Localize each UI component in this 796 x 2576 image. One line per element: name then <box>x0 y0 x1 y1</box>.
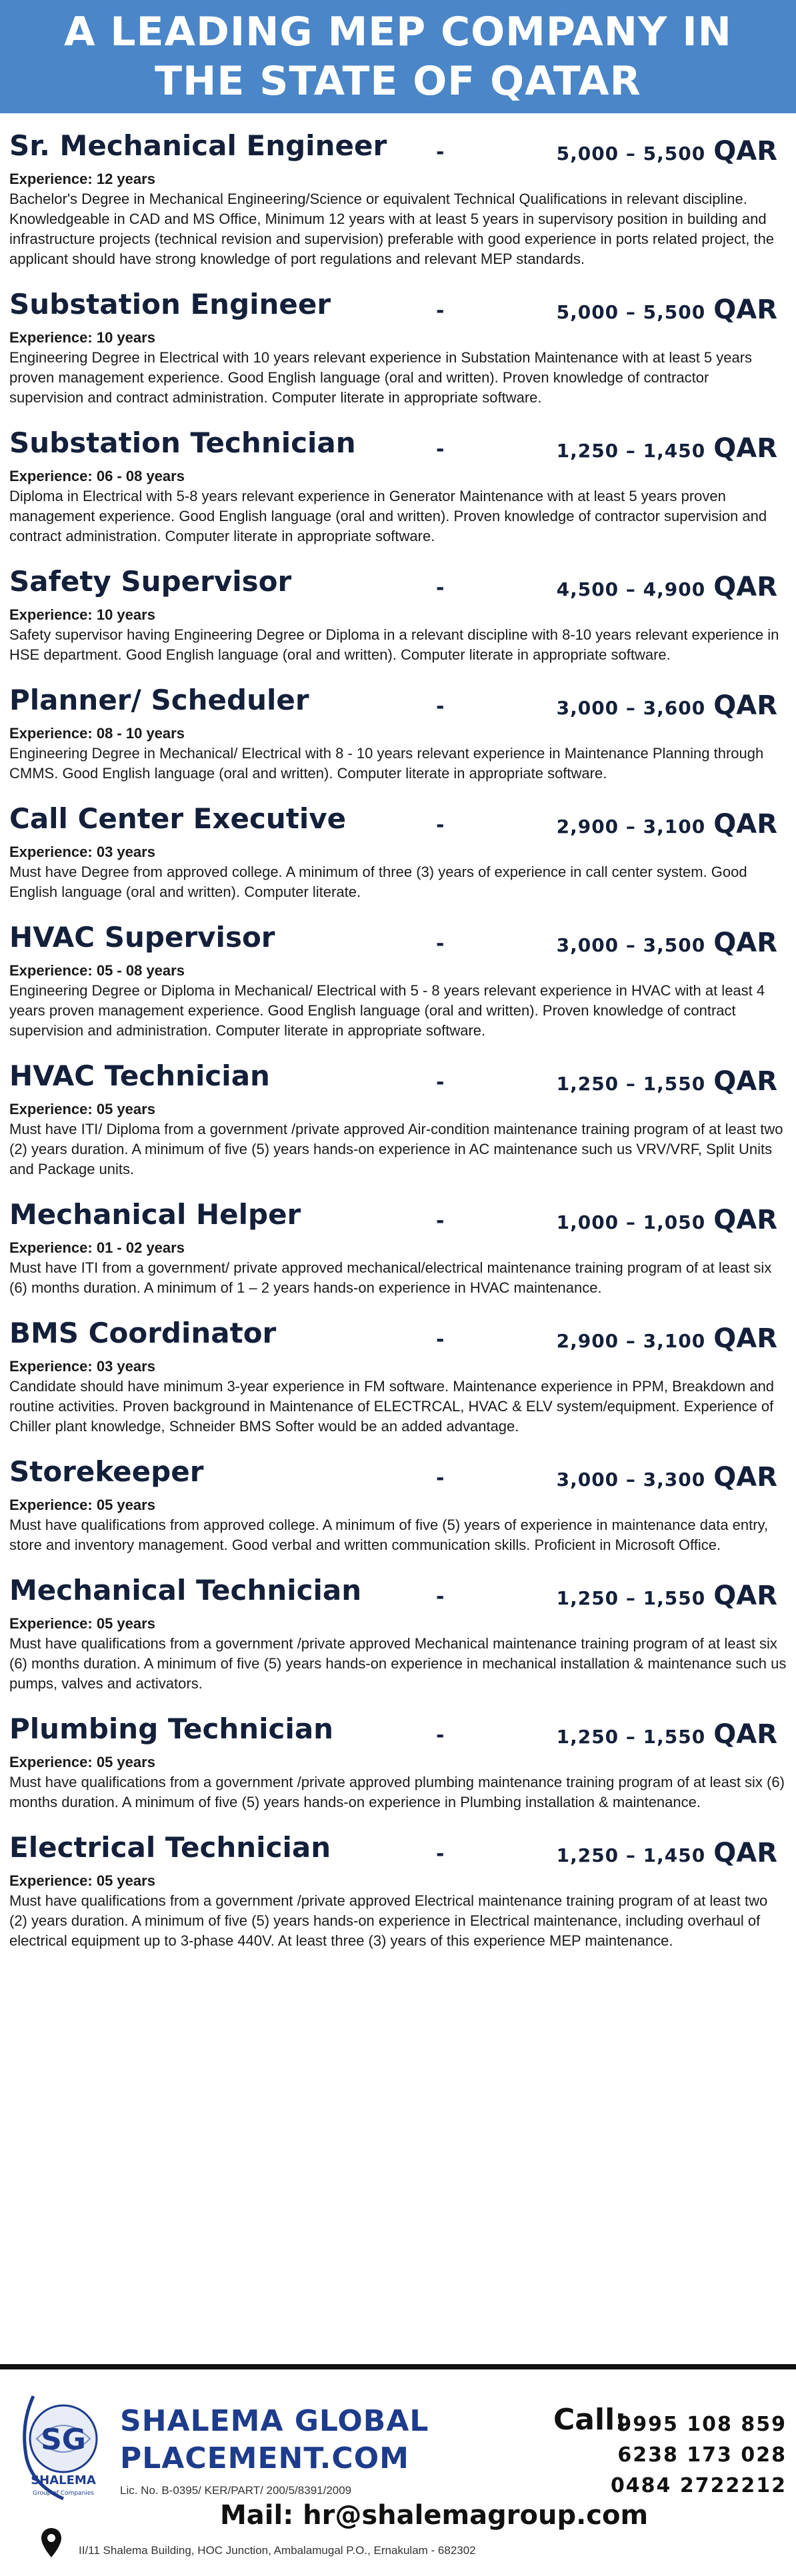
separator-dash: - <box>436 299 445 322</box>
job-description: Bachelor's Degree in Mechanical Engineering/Science or equivalent Technical Qualifications in relevant discipline. Knowledgeable in CAD and MS Office, Minimum 12 years with at least 5 years in supervisory position in building and infrastructure projects (technical revision and supervision) preferable with good experience in ports related project, the applicant should have strong knowledge of port regulations and relevant MEP standards. <box>9 191 775 267</box>
job-header <box>9 798 787 840</box>
job-description: Engineering Degree in Mechanical/ Electrical with 8 - 10 years relevant experience in Maintenance Planning through CMMS. Good English language (oral and written). Computer literate in appropriate software. <box>9 745 764 782</box>
job-listing <box>0 284 796 408</box>
logo-initials: SG <box>41 2423 86 2457</box>
job-salary <box>557 572 777 602</box>
phone-number[interactable]: 9995 108 859 <box>617 2413 787 2436</box>
job-description: Safety supervisor having Engineering Degree or Diploma in a relevant discipline with 8-10 years relevant experience in HSE department. Good English language (oral and written). Computer literate in appropriate software. <box>9 626 779 663</box>
logo-tagline: Group of Companies <box>32 2490 95 2497</box>
phone-number[interactable]: 0484 2722212 <box>610 2474 787 2497</box>
separator-dash: - <box>436 814 445 837</box>
job-header <box>9 1570 787 1611</box>
location-pin-icon <box>40 2527 63 2559</box>
job-experience: Experience: 03 years <box>9 1358 155 1375</box>
salary-range: 1,250 – 1,550 <box>556 1587 706 1609</box>
job-experience: Experience: 03 years <box>9 844 155 860</box>
job-description: Must have qualifications from a government /private approved Electrical maintenance training program of at least two (2) years duration. A minimum of five (5) years hands-on experience in Electrical maintenance, including overhaul of electrical equipment up to 3-phase 440V. At least three (3) years of this experience MEP maintenance. <box>9 1892 768 1949</box>
job-experience: Experience: 05 years <box>9 1872 155 1889</box>
job-experience: Experience: 08 - 10 years <box>9 725 185 742</box>
job-experience: Experience: 12 years <box>9 171 155 187</box>
salary-currency: QAR <box>713 1462 777 1493</box>
job-header <box>9 422 787 464</box>
mail-address[interactable]: Mail: hr@shalemagroup.com <box>220 2500 649 2531</box>
job-listing <box>0 561 796 665</box>
job-listing <box>0 422 796 546</box>
header-line-2: THE STATE OF QATAR <box>155 58 641 105</box>
job-experience: Experience: 05 years <box>9 1497 155 1513</box>
job-listing <box>0 1313 796 1437</box>
separator-dash: - <box>436 1209 445 1233</box>
job-listing <box>0 1570 796 1694</box>
job-salary <box>557 136 777 167</box>
salary-currency: QAR <box>713 136 777 167</box>
salary-range: 3,000 – 3,500 <box>556 934 706 956</box>
job-listing <box>0 1194 796 1298</box>
job-header <box>9 561 787 602</box>
salary-currency: QAR <box>713 690 777 721</box>
job-salary <box>557 1462 777 1493</box>
salary-range: 4,500 – 4,900 <box>556 578 706 600</box>
company-line-1: SHALEMA GLOBAL <box>120 2404 429 2438</box>
salary-range: 1,250 – 1,450 <box>556 1844 706 1866</box>
job-salary <box>557 433 777 464</box>
salary-currency: QAR <box>713 809 777 840</box>
salary-currency: QAR <box>713 1205 777 1235</box>
job-title: HVAC Technician <box>9 1059 270 1092</box>
job-salary <box>557 295 777 325</box>
job-header <box>9 1313 787 1354</box>
salary-range: 3,000 – 3,600 <box>556 697 706 719</box>
job-salary <box>557 1205 777 1235</box>
job-title: Storekeeper <box>9 1455 204 1488</box>
job-title: Planner/ Scheduler <box>9 684 309 716</box>
job-description: Must have qualifications from a government /private approved plumbing maintenance training program of at least six (6) months duration. A minimum of five (5) years hands-on experience in Plumbing installation & maintenance. <box>9 1774 785 1810</box>
job-listing <box>0 1451 796 1555</box>
job-title: HVAC Supervisor <box>9 921 275 954</box>
company-name <box>120 2403 429 2477</box>
separator-dash: - <box>436 1328 445 1351</box>
separator-dash: - <box>436 576 445 600</box>
job-title: Substation Engineer <box>9 288 331 321</box>
job-list <box>0 125 796 1966</box>
job-listing <box>0 917 796 1041</box>
phone-list <box>611 2409 787 2501</box>
job-listing <box>0 125 796 269</box>
job-salary <box>557 1066 777 1097</box>
separator-dash: - <box>436 695 445 718</box>
job-header <box>9 680 787 721</box>
job-salary <box>557 1581 777 1611</box>
job-description: Engineering Degree or Diploma in Mechanical/ Electrical with 5 - 8 years relevant experience in HVAC with at least 4 years proven management experience. Good English language (oral and written). Proven knowledge of contract supervision and administration. Computer literate in appropriate software. <box>9 982 765 1039</box>
job-experience: Experience: 06 - 08 years <box>9 468 185 484</box>
job-listing <box>0 680 796 784</box>
job-title: Sr. Mechanical Engineer <box>9 129 387 162</box>
salary-currency: QAR <box>713 1581 777 1611</box>
job-description: Diploma in Electrical with 5-8 years relevant experience in Generator Maintenance with at least 5 years proven management experience. Good English language (oral and written). Proven knowledge of contractor supervision and contract administration. Computer literate in appropriate software. <box>9 488 767 544</box>
salary-currency: QAR <box>713 1066 777 1097</box>
salary-range: 5,000 – 5,500 <box>556 143 706 165</box>
job-title: BMS Coordinator <box>9 1317 277 1349</box>
salary-range: 2,900 – 3,100 <box>556 1330 706 1352</box>
page-header <box>0 0 796 113</box>
job-header <box>9 284 787 325</box>
job-experience: Experience: 10 years <box>9 606 155 623</box>
header-line-1: A LEADING MEP COMPANY IN <box>64 9 732 55</box>
job-description: Candidate should have minimum 3-year experience in FM software. Maintenance experience in PPM, Breakdown and routine activities. Proven background in Maintenance of ELECTRCAL, HVAC & ELV system/equipment. Experience of Chiller plant knowledge, Schneider BMS Softer would be an added advantage. <box>9 1378 775 1435</box>
job-description: Must have ITI/ Diploma from a government /private approved Air-condition maintenance training program of at least two (2) years duration. A minimum of five (5) years hands-on experience in AC maintenance such us VRV/VRF, Split Units and Package units. <box>9 1121 783 1177</box>
separator-dash: - <box>436 1071 445 1094</box>
job-description: Must have Degree from approved college. A minimum of three (3) years of experience in call center system. Good English language (oral and written). Computer literate. <box>9 864 747 900</box>
salary-range: 1,000 – 1,050 <box>556 1211 706 1233</box>
job-header <box>9 1055 787 1097</box>
job-experience: Experience: 05 years <box>9 1101 155 1117</box>
job-description: Must have qualifications from a government /private approved Mechanical maintenance training program of at least six (6) months duration. A minimum of five (5) years hands-on experience in mechanical installation & maintenance such us pumps, valves and activators. <box>9 1635 787 1692</box>
job-experience: Experience: 01 - 02 years <box>9 1239 185 1256</box>
separator-dash: - <box>436 1724 445 1747</box>
job-description: Must have qualifications from approved college. A minimum of five (5) years of experience in maintenance data entry, store and inventory management. Good verbal and written communication skills. Proficient in Microsoft Office. <box>9 1517 769 1553</box>
job-listing <box>0 798 796 902</box>
job-title: Call Center Executive <box>9 802 347 835</box>
separator-dash: - <box>436 932 445 956</box>
job-title: Mechanical Helper <box>9 1198 301 1231</box>
salary-currency: QAR <box>713 928 777 958</box>
separator-dash: - <box>436 438 445 461</box>
separator-dash: - <box>436 1842 445 1866</box>
job-salary <box>557 928 777 958</box>
job-description: Engineering Degree in Electrical with 10 years relevant experience in Substation Maintenance with at least 5 years proven management experience. Good English language (oral and written). Proven knowledge of contractor supervision and contract administration. Computer literate in appropriate software. <box>9 349 753 406</box>
job-experience: Experience: 05 years <box>9 1615 155 1632</box>
salary-range: 2,900 – 3,100 <box>556 816 706 838</box>
shalema-logo <box>13 2385 113 2525</box>
job-experience: Experience: 10 years <box>9 329 155 346</box>
salary-range: 1,250 – 1,450 <box>556 440 706 462</box>
footer <box>0 2369 796 2576</box>
separator-dash: - <box>436 1585 445 1609</box>
job-title: Electrical Technician <box>9 1831 331 1864</box>
salary-currency: QAR <box>713 572 777 602</box>
separator-dash: - <box>436 1467 445 1490</box>
salary-currency: QAR <box>713 1719 777 1750</box>
salary-currency: QAR <box>713 295 777 325</box>
job-salary <box>557 809 777 840</box>
job-salary <box>557 690 777 721</box>
job-title: Plumbing Technician <box>9 1712 334 1745</box>
salary-currency: QAR <box>713 1323 777 1354</box>
job-experience: Experience: 05 - 08 years <box>9 962 185 979</box>
job-title: Safety Supervisor <box>9 565 292 598</box>
call-label: Call: <box>553 2403 627 2437</box>
separator-dash: - <box>436 141 445 164</box>
job-listing <box>0 1708 796 1812</box>
job-salary <box>557 1719 777 1750</box>
salary-currency: QAR <box>713 433 777 464</box>
phone-number[interactable]: 6238 173 028 <box>617 2443 787 2467</box>
job-salary <box>557 1323 777 1354</box>
salary-range: 1,250 – 1,550 <box>556 1073 706 1095</box>
job-title: Substation Technician <box>9 426 356 459</box>
footer-divider <box>0 2364 796 2369</box>
job-experience: Experience: 05 years <box>9 1754 155 1770</box>
salary-range: 3,000 – 3,300 <box>556 1469 706 1491</box>
salary-currency: QAR <box>713 1838 777 1868</box>
job-header <box>9 1827 787 1868</box>
job-listing <box>0 1055 796 1179</box>
address: II/11 Shalema Building, HOC Junction, Ambalamugal P.O., Ernakulam - 682302 <box>79 2544 476 2557</box>
license-number: Lic. No. B-0395/ KER/PART/ 200/5/8391/2009 <box>120 2484 352 2497</box>
job-salary <box>557 1838 777 1868</box>
job-header <box>9 1451 787 1493</box>
job-title: Mechanical Technician <box>9 1574 362 1607</box>
job-listing <box>0 1827 796 1951</box>
salary-range: 1,250 – 1,550 <box>556 1726 706 1748</box>
job-header <box>9 125 787 167</box>
company-line-2: PLACEMENT.COM <box>120 2441 409 2475</box>
job-header <box>9 1194 787 1235</box>
job-description: Must have ITI from a government/ private approved mechanical/electrical maintenance training program of at least six (6) months duration. A minimum of 1 – 2 years hands-on experience in HVAC maintenance. <box>9 1259 772 1296</box>
job-header <box>9 917 787 958</box>
salary-range: 5,000 – 5,500 <box>556 301 706 323</box>
job-header <box>9 1708 787 1750</box>
logo-text: SHALEMA <box>31 2473 96 2487</box>
